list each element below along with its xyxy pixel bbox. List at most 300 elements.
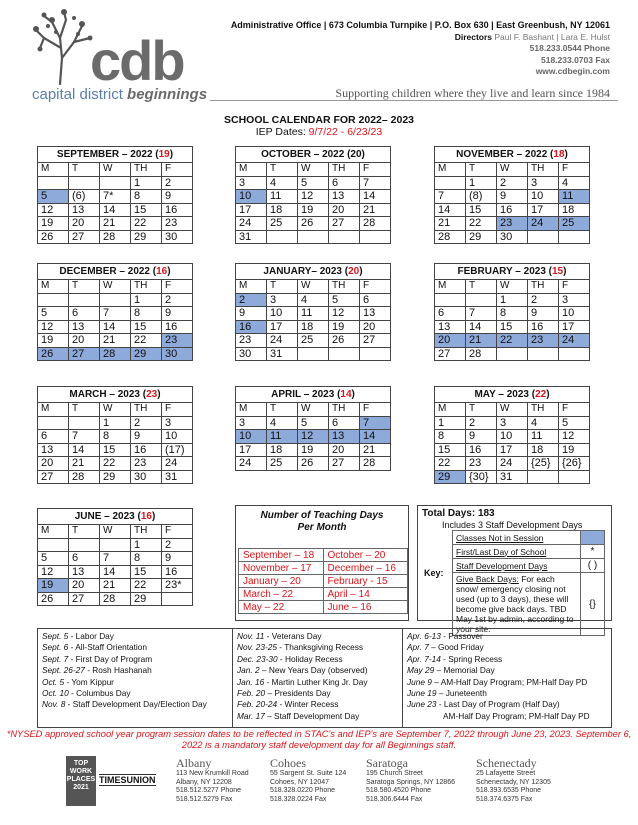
weekday-header: TH [131,525,162,539]
day-cell: 20 [69,217,100,231]
day-cell: 18 [267,443,298,457]
day-cell [435,293,466,307]
day-cell: 15 [466,203,497,217]
day-cell: 7 [69,430,100,444]
day-cell [329,230,360,244]
day-cell: 21 [360,203,391,217]
cdb-logo [28,8,218,108]
nysed-note: *NYSED approved school year program session dates to be reflected in STAC's and IEP's are September 7, 2022 through June 23, 2023. September 6, 2022 is a mandatory staff development day for all Beginnings staff. [6,729,632,750]
iep-dates: IEP Dates: 9/7/22 - 6/23/23 [255,126,383,138]
day-cell [559,230,590,244]
teaching-month: November – 17 [239,562,324,575]
day-cell: 23 [528,334,559,348]
office-line: Saratoga Springs, NY 12866 [366,778,455,786]
teaching-month: May – 22 [239,601,324,614]
day-cell [100,538,131,552]
weekday-header: F [162,403,193,417]
holiday-item: Feb. 20 – Presidents Day [237,688,331,699]
teaching-month: October – 20 [323,549,407,562]
day-cell [100,293,131,307]
month-title: SEPTEMBER – 2022 (19) [38,147,193,163]
weekday-header: TH [528,163,559,177]
day-cell: 10 [528,190,559,204]
weekday-header: T [267,163,298,177]
weekday-header: M [236,163,267,177]
day-cell: 2 [466,416,497,430]
holiday-item: June 9 – AM-Half Day Program; PM-Half Day PD [407,676,588,687]
month-title: FEBRUARY – 2023 (15) [435,264,590,280]
month-calendar [434,386,590,484]
day-cell: 21 [360,443,391,457]
day-cell: 20 [329,203,360,217]
office-address: Administrative Office | 673 Columbia Turnpike | P.O. Box 630 | East Greenbush, NY 12061 [230,20,610,30]
day-cell: 9 [162,552,193,566]
holiday-item: AM-Half Day Program; PM-Half Day PD [443,710,590,721]
key-swatch [581,531,605,545]
weekday-header: T [466,280,497,294]
day-cell: 19 [38,217,69,231]
day-cell: 27 [435,347,466,361]
day-cell [69,176,100,190]
day-cell: 30 [162,347,193,361]
teaching-days-table [238,548,408,614]
tagline: Supporting children where they live and learn since 1984 [335,86,610,100]
day-cell: 6 [329,416,360,430]
day-cell: 8 [131,190,162,204]
day-cell: 1 [497,293,528,307]
weekday-header: W [497,280,528,294]
day-cell: 9 [236,307,267,321]
day-cell: 8 [131,307,162,321]
day-cell: 3 [559,293,590,307]
weekday-header: TH [329,403,360,417]
weekday-header: M [38,280,69,294]
day-cell: 1 [131,176,162,190]
day-cell: 29 [131,592,162,606]
day-cell: 7 [360,176,391,190]
holidays-col-2 [232,629,402,727]
day-cell: 21 [69,457,100,471]
holiday-item: Apr. 7 – Good Friday [407,642,484,653]
day-cell: 18 [298,320,329,334]
day-cell: 14 [360,430,391,444]
day-cell: 24 [162,457,193,471]
key-symbol: {} [581,573,605,636]
day-cell: 26 [38,347,69,361]
month-title: APRIL – 2023 (14) [236,387,391,403]
day-cell [38,293,69,307]
day-cell: 26 [38,592,69,606]
day-cell: 4 [267,416,298,430]
key-item-label: Staff Development Days [453,559,581,573]
day-cell: 22 [131,217,162,231]
holiday-item: Nov. 11 - Veterans Day [237,631,322,641]
day-cell [559,470,590,484]
day-cell: 22 [435,457,466,471]
day-cell: 13 [329,430,360,444]
day-cell: 3 [236,416,267,430]
weekday-header: T [69,163,100,177]
day-cell: 14 [69,443,100,457]
day-cell: 24 [267,334,298,348]
day-cell: 25 [267,457,298,471]
day-cell: 12 [298,430,329,444]
day-cell: 9 [528,307,559,321]
day-cell: 18 [559,203,590,217]
day-cell: 15 [131,320,162,334]
holiday-item: Jan. 16 - Martin Luther King Jr. Day [237,676,368,687]
holiday-item: Mar. 17 – Staff Development Day [237,710,360,721]
month-calendar [37,146,193,244]
day-cell: 12 [559,430,590,444]
totals-key-box [417,505,612,634]
day-cell: 15 [497,320,528,334]
weekday-header: F [162,163,193,177]
day-cell: 23* [162,579,193,593]
day-cell: 29 [100,470,131,484]
day-cell: 13 [329,190,360,204]
day-cell [100,176,131,190]
day-cell: 19 [38,579,69,593]
day-cell: 7 [466,307,497,321]
day-cell: 13 [360,307,391,321]
office-line: 518.374.6375 Fax [476,795,533,803]
day-cell [497,347,528,361]
weekday-header: T [69,525,100,539]
day-cell [69,416,100,430]
day-cell [360,230,391,244]
day-cell [69,293,100,307]
day-cell: 31 [267,347,298,361]
day-cell: 14 [435,203,466,217]
holiday-item: Apr. 7-14 - Spring Recess [407,653,503,664]
contact-block [231,20,610,78]
office-city: Cohoes [270,756,306,770]
day-cell: 28 [435,230,466,244]
month-calendar [37,508,193,606]
office-line: 518.306.6444 Fax [366,795,423,803]
day-cell: 28 [360,457,391,471]
day-cell: 8 [131,552,162,566]
holidays-col-3 [402,629,611,727]
month-title: JUNE – 2023 (16) [38,509,193,525]
day-cell: 4 [298,293,329,307]
day-cell: 4 [267,176,298,190]
day-cell: 31 [162,470,193,484]
month-calendar [37,386,193,484]
day-cell: 27 [329,457,360,471]
day-cell: 17 [236,443,267,457]
day-cell: 11 [267,190,298,204]
month-title: JANUARY– 2023 (20) [236,264,391,280]
holiday-item: Nov. 23-25 - Thanksgiving Recess [237,642,364,653]
day-cell: 7 [435,190,466,204]
weekday-header: F [559,280,590,294]
day-cell: 16 [131,443,162,457]
day-cell: 11 [267,430,298,444]
day-cell: 2 [528,293,559,307]
day-cell [528,470,559,484]
holiday-item: Dec. 23-30 - Holiday Recess [237,653,343,664]
office-line: 518.512.5279 Fax [176,795,233,803]
day-cell: 30 [131,470,162,484]
day-cell: 31 [497,470,528,484]
weekday-header: TH [131,163,162,177]
day-cell: 13 [38,443,69,457]
staff-dev-note: Includes 3 Staff Development Days [442,520,583,530]
day-cell: 18 [528,443,559,457]
day-cell: 5 [38,307,69,321]
teaching-days-box [235,505,409,621]
day-cell: 25 [267,217,298,231]
day-cell: 23 [131,457,162,471]
day-cell: 8 [100,430,131,444]
month-title: MAY – 2023 (22) [435,387,590,403]
day-cell: 6 [360,293,391,307]
footer [66,756,626,816]
teaching-month: April – 14 [323,588,407,601]
day-cell: 27 [38,470,69,484]
weekday-header: TH [329,280,360,294]
day-cell: 12 [38,565,69,579]
office-city: Saratoga [366,756,408,770]
day-cell: 14 [360,190,391,204]
day-cell: 20 [435,334,466,348]
day-cell: 25 [298,334,329,348]
day-cell: 21 [100,217,131,231]
day-cell: 5 [38,552,69,566]
office-city: Albany [176,756,212,770]
day-cell: 10 [236,190,267,204]
day-cell: 5 [559,416,590,430]
day-cell: 23 [162,217,193,231]
office-city: Schenectady [476,756,537,770]
key-symbol: * [581,545,605,559]
office-saratoga [366,756,455,804]
key-label: Key: [424,568,444,578]
day-cell: 24 [528,217,559,231]
day-cell: 28 [100,230,131,244]
day-cell: 19 [298,203,329,217]
day-cell [267,230,298,244]
day-cell: 2 [131,416,162,430]
day-cell: 14 [100,565,131,579]
total-days: Total Days: 183 [422,508,495,519]
teaching-month: September – 18 [239,549,324,562]
holiday-item: June 19 – Juneteenth [407,688,487,699]
office-line: Schenectady, NY 12305 [476,778,551,786]
weekday-header: M [38,525,69,539]
day-cell: 1 [466,176,497,190]
holiday-item: May 29 – Memorial Day [407,665,495,676]
logo-subtitle: capital district beginnings [32,86,208,103]
day-cell: 9 [466,430,497,444]
day-cell: 15 [131,203,162,217]
month-calendar [235,263,391,361]
teaching-month: February - 15 [323,575,407,588]
day-cell [298,230,329,244]
month-title: NOVEMBER – 2022 (18) [435,147,590,163]
key-item-label: Give Back Days: For each snow/ emergency closing not used (up to 3 days), these will become give back days. TBD May 1st by admin, according to your site. [453,573,581,636]
day-cell: 26 [38,230,69,244]
weekday-header: T [69,403,100,417]
day-cell: 21 [100,334,131,348]
office-albany [176,756,249,804]
day-cell [435,176,466,190]
day-cell: 1 [131,293,162,307]
day-cell: 17 [236,203,267,217]
day-cell: 3 [528,176,559,190]
weekday-header: T [69,280,100,294]
day-cell: 21 [100,579,131,593]
day-cell: {30} [466,470,497,484]
day-cell: 15 [435,443,466,457]
office-line: 55 Sargent St. Suite 124 [270,770,347,777]
day-cell: 9 [497,190,528,204]
holiday-item: June 23 - Last Day of Program (Half Day) [407,699,560,710]
day-cell: 13 [69,203,100,217]
day-cell: 8 [497,307,528,321]
day-cell: 16 [236,320,267,334]
day-cell: 5 [38,190,69,204]
holiday-item: Jan. 2 – New Years Day (observed) [237,665,368,676]
weekday-header: M [435,280,466,294]
weekday-header: M [435,403,466,417]
office-line: 518.328.0224 Fax [270,795,327,803]
day-cell: 2 [236,293,267,307]
weekday-header: W [298,403,329,417]
teaching-days-heading: Number of Teaching Days Per Month [260,510,384,533]
weekday-header: W [298,163,329,177]
day-cell: 10 [559,307,590,321]
day-cell: 10 [497,430,528,444]
holiday-item: Sept. 26-27 - Rosh Hashanah [42,665,152,676]
day-cell: 29 [435,470,466,484]
day-cell: 14 [100,203,131,217]
day-cell: 28 [100,592,131,606]
teaching-month: June – 16 [323,601,407,614]
day-cell: (8) [466,190,497,204]
day-cell: 30 [236,347,267,361]
holiday-item: Sept. 7 - First Day of Program [42,653,153,664]
day-cell: 24 [236,457,267,471]
day-cell: 15 [100,443,131,457]
top-workplaces-badge: TOP WORK PLACES 2021 [66,756,96,806]
key-item-label: First/Last Day of School [453,545,581,559]
weekday-header: M [236,280,267,294]
day-cell: {25} [528,457,559,471]
day-cell [69,538,100,552]
office-line: 518.512.5277 Phone [176,787,242,795]
day-cell: 13 [69,320,100,334]
day-cell: 2 [162,538,193,552]
day-cell: 22 [131,334,162,348]
day-cell: 18 [267,203,298,217]
day-cell: 11 [298,307,329,321]
day-cell: {26} [559,457,590,471]
day-cell: 27 [360,334,391,348]
day-cell: 12 [329,307,360,321]
day-cell: 7 [100,552,131,566]
day-cell: 14 [466,320,497,334]
day-cell: 29 [131,230,162,244]
day-cell [298,347,329,361]
day-cell: 20 [69,334,100,348]
day-cell: 20 [329,443,360,457]
day-cell: 20 [360,320,391,334]
day-cell [528,347,559,361]
day-cell: 12 [298,190,329,204]
day-cell: 4 [528,416,559,430]
website: www.cdbegin.com [535,66,610,76]
day-cell: 19 [329,320,360,334]
day-cell: 28 [100,347,131,361]
day-cell: 27 [329,217,360,231]
weekday-header: F [162,280,193,294]
month-calendar [235,386,391,471]
weekday-header: T [466,403,497,417]
holiday-item: Feb. 20-24 - Winter Recess [237,699,339,710]
day-cell: 22 [100,457,131,471]
directors: Directors Paul F. Bashant | Lara E. Hulst [454,31,610,42]
day-cell: 1 [100,416,131,430]
key-table [452,530,605,636]
teaching-month: January – 20 [239,575,324,588]
weekday-header: W [100,163,131,177]
day-cell: 27 [69,347,100,361]
weekday-header: M [236,403,267,417]
day-cell: 28 [69,470,100,484]
day-cell: 3 [497,416,528,430]
day-cell [329,347,360,361]
day-cell: 9 [162,190,193,204]
weekday-header: F [360,280,391,294]
day-cell: 1 [435,416,466,430]
day-cell: 4 [559,176,590,190]
holidays-col-1 [42,631,228,711]
teaching-month: December – 16 [323,562,407,575]
day-cell: 16 [162,320,193,334]
office-line: 518.328.0220 Phone [270,787,336,795]
day-cell: 19 [559,443,590,457]
month-title: MARCH – 2023 (23) [38,387,193,403]
weekday-header: F [162,525,193,539]
day-cell: 29 [131,347,162,361]
day-cell: 13 [435,320,466,334]
day-cell: 23 [497,217,528,231]
day-cell: 1 [131,538,162,552]
office-line: Cohoes, NY 12047 [270,778,330,786]
day-cell [38,538,69,552]
day-cell: 30 [497,230,528,244]
day-cell: 7* [100,190,131,204]
day-cell: 19 [38,334,69,348]
day-cell: 21 [435,217,466,231]
holiday-item: Sept. 6 - All-Staff Orientation [42,642,147,653]
day-cell: 17 [528,203,559,217]
day-cell: 16 [162,565,193,579]
day-cell: 19 [298,443,329,457]
holiday-item: Apr. 6-13 - Passover [407,631,483,641]
weekday-header: F [559,163,590,177]
day-cell: 11 [528,430,559,444]
timesunion-logo: TIMESUNION [99,775,156,785]
day-cell: 12 [38,203,69,217]
day-cell: 28 [466,347,497,361]
day-cell: 16 [528,320,559,334]
day-cell: 9 [131,430,162,444]
holiday-item: Oct. 5 - Yom Kippur [42,676,114,687]
